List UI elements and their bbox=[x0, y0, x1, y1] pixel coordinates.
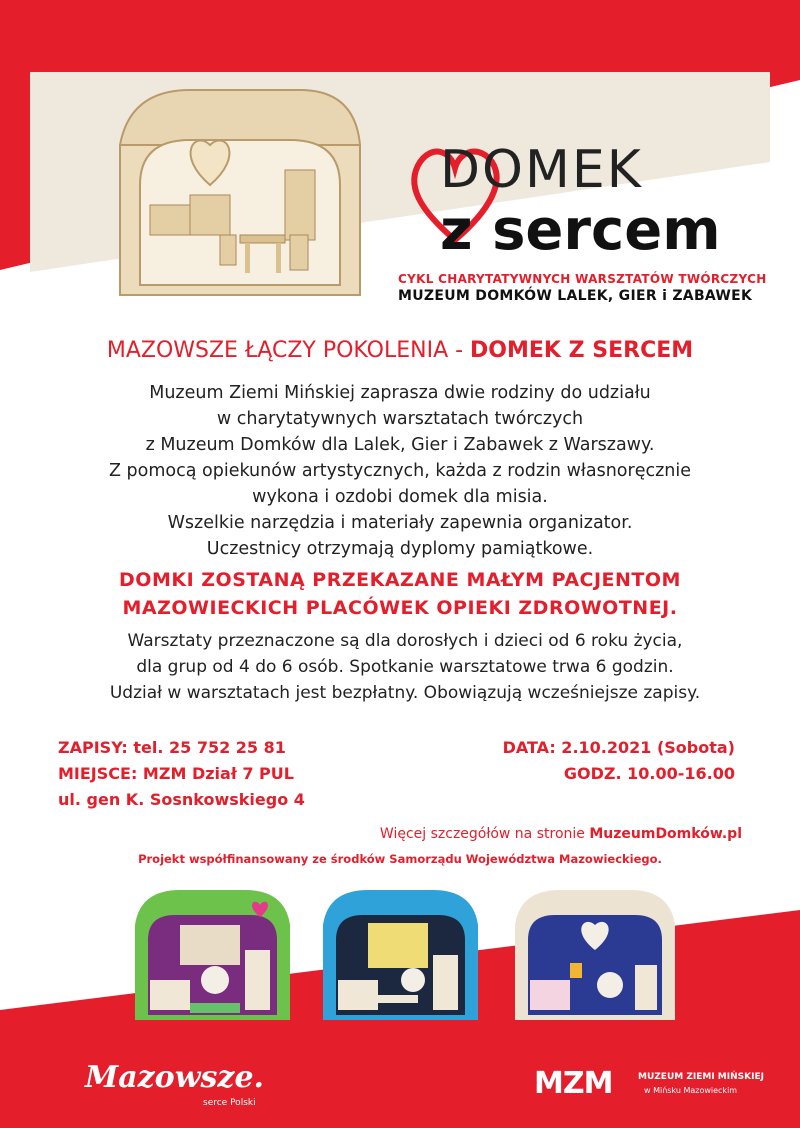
logo-z-sercem-text: z sercem bbox=[440, 198, 721, 263]
tagline-cycle: CYKL CHARYTATYWNYCH WARSZTATÓW TWÓRCZYCH bbox=[398, 272, 767, 286]
mzm-city: w Mińsku Mazowieckim bbox=[644, 1086, 738, 1095]
intro-paragraph bbox=[80, 380, 720, 562]
details-line: dla grup od 4 do 6 osób. Spotkanie warsztatowe trwa 6 godzin. bbox=[136, 657, 674, 677]
details-line: Warsztaty przeznaczone są dla dorosłych i dzieci od 6 roku życia, bbox=[127, 631, 683, 651]
intro-line: wykona i ozdobi domek dla misia. bbox=[252, 487, 548, 507]
contact-info bbox=[58, 735, 305, 813]
website-link[interactable]: MuzeumDomków.pl bbox=[589, 826, 742, 842]
donation-note bbox=[40, 566, 760, 622]
donation-line: MAZOWIECKICH PLACÓWEK OPIEKI ZDROWOTNEJ. bbox=[122, 597, 678, 619]
street-text: ul. gen K. Sosnkowskiego 4 bbox=[58, 790, 305, 809]
intro-line: Uczestnicy otrzymają dyplomy pamiątkowe. bbox=[206, 539, 594, 559]
mazowsze-logo bbox=[85, 1060, 264, 1108]
headline-bold: DOMEK Z SERCEM bbox=[470, 338, 694, 363]
more-info bbox=[380, 826, 742, 842]
blue-dollhouse-image bbox=[318, 885, 483, 1025]
intro-line: z Muzeum Domków dla Lalek, Gier i Zabawek z Warszawy. bbox=[145, 435, 655, 455]
donation-line: DOMKI ZOSTANĄ PRZEKAZANE MAŁYM PACJENTOM bbox=[119, 569, 681, 591]
workshop-details bbox=[60, 628, 750, 706]
wooden-dollhouse-image bbox=[110, 85, 370, 305]
mzm-name: MUZEUM ZIEMI MIŃSKIEJ bbox=[638, 1072, 764, 1082]
intro-line: Muzeum Ziemi Mińskiej zaprasza dwie rodziny do udziału bbox=[149, 383, 651, 403]
domek-z-sercem-logo bbox=[400, 140, 740, 263]
mzm-logo bbox=[534, 1066, 764, 1101]
intro-line: Z pomocą opiekunów artystycznych, każda z rodzin własnoręcznie bbox=[108, 461, 692, 481]
time-text: GODZ. 10.00-16.00 bbox=[563, 764, 735, 783]
mazowsze-subtitle: serce Polski bbox=[203, 1098, 256, 1108]
more-info-prefix: Więcej szczegółów na stronie bbox=[379, 826, 590, 842]
intro-line: Wszelkie narzędzia i materiały zapewnia organizator. bbox=[167, 513, 633, 533]
headline-normal: MAZOWSZE ŁĄCZY POKOLENIA - bbox=[106, 338, 471, 363]
date-text: DATA: 2.10.2021 (Sobota) bbox=[502, 738, 735, 757]
intro-line: w charytatywnych warsztatach twórczych bbox=[216, 409, 584, 429]
mazowsze-title: Mazowsze. bbox=[85, 1060, 264, 1095]
cofinancing-note: Projekt współfinansowany ze środków Samorządu Województwa Mazowieckiego. bbox=[138, 852, 662, 866]
logo-domek-text: DOMEK bbox=[440, 140, 643, 200]
tagline-museum: MUZEUM DOMKÓW LALEK, GIER i ZABAWEK bbox=[398, 288, 753, 304]
purple-dollhouse-image bbox=[510, 885, 680, 1025]
phone-text: ZAPISY: tel. 25 752 25 81 bbox=[58, 738, 286, 757]
mzm-logo-text: MZM bbox=[534, 1066, 613, 1101]
event-time bbox=[503, 735, 735, 787]
place-text: MIEJSCE: MZM Dział 7 PUL bbox=[58, 764, 294, 783]
page-headline bbox=[0, 338, 800, 363]
details-line: Udział w warsztatach jest bezpłatny. Obowiązują wcześniejsze zapisy. bbox=[109, 683, 701, 703]
green-dollhouse-image bbox=[130, 885, 295, 1025]
